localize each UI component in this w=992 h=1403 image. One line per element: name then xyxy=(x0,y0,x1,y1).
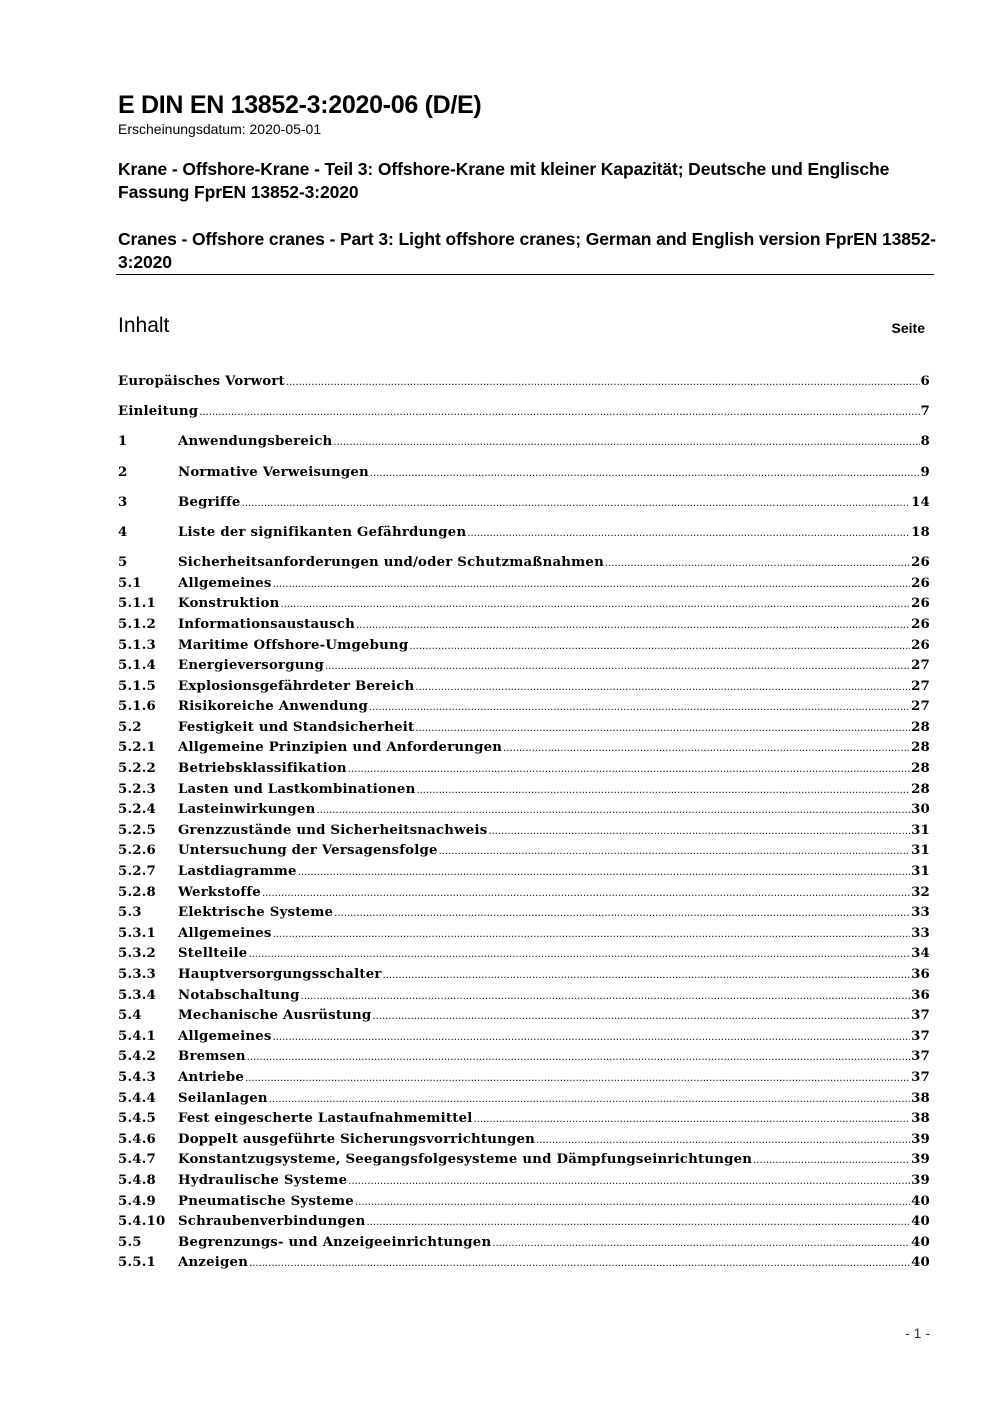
toc-entry-number: 5.3.4 xyxy=(118,987,157,1003)
toc-entry-title: Informationsaustausch xyxy=(178,616,356,632)
toc-dot-leader xyxy=(467,524,910,544)
toc-entry-page: 26 xyxy=(911,575,930,591)
toc-entry-title: Einleitung xyxy=(118,404,199,420)
toc-entry-title: Notabschaltung xyxy=(178,987,300,1003)
toc-dot-leader xyxy=(356,616,910,636)
toc-entry[interactable] xyxy=(118,821,930,842)
toc-entry-title: Stellteile xyxy=(178,946,248,962)
toc-entry-title: Fest eingescherte Lastaufnahmemittel xyxy=(178,1111,473,1127)
toc-page-column-label: Seite xyxy=(891,320,925,336)
toc-entry-number: 5.4 xyxy=(118,1008,142,1024)
toc-entry[interactable] xyxy=(118,636,930,657)
toc-dot-leader xyxy=(269,1090,910,1110)
toc-dot-leader xyxy=(333,433,919,453)
toc-dot-leader xyxy=(416,781,910,801)
toc-entry-page: 9 xyxy=(920,464,930,480)
toc-entry-page: 8 xyxy=(920,434,930,450)
toc-dot-leader xyxy=(245,1069,910,1089)
toc-entry-number: 5.1 xyxy=(118,575,142,591)
toc-entry[interactable] xyxy=(118,402,930,423)
toc-entry-number: 5.1.1 xyxy=(118,596,157,612)
toc-entry[interactable] xyxy=(118,841,930,862)
toc-dot-leader xyxy=(247,1048,910,1068)
toc-entry-page: 28 xyxy=(911,719,930,735)
toc-entry[interactable] xyxy=(118,862,930,883)
toc-entry-page: 31 xyxy=(911,822,930,838)
header-divider xyxy=(116,274,934,275)
toc-entry-title: Liste der signifikanten Gefährdungen xyxy=(178,524,467,540)
toc-dot-leader xyxy=(262,884,910,904)
toc-entry-number: 5.4.1 xyxy=(118,1028,157,1044)
toc-entry-page: 40 xyxy=(911,1193,930,1209)
toc-entry[interactable] xyxy=(118,1150,930,1171)
publication-date: Erscheinungsdatum: 2020-05-01 xyxy=(118,121,322,137)
toc-entry-number: 5.4.8 xyxy=(118,1172,157,1188)
toc-dot-leader xyxy=(492,1234,910,1254)
toc-entry-number: 5.2.1 xyxy=(118,740,157,756)
toc-entry-number: 1 xyxy=(118,434,128,450)
toc-dot-leader xyxy=(286,373,920,393)
toc-entry[interactable] xyxy=(118,738,930,759)
toc-entry-page: 31 xyxy=(911,864,930,880)
toc-entry-number: 5.2.2 xyxy=(118,761,157,777)
toc-entry[interactable] xyxy=(118,1171,930,1192)
toc-dot-leader xyxy=(415,678,910,698)
toc-entry-page: 26 xyxy=(911,616,930,632)
toc-dot-leader xyxy=(273,575,911,595)
toc-dot-leader xyxy=(348,1172,910,1192)
toc-dot-leader xyxy=(605,554,910,574)
toc-dot-leader xyxy=(370,464,920,484)
toc-entry-title: Lasten und Lastkombinationen xyxy=(178,781,416,797)
toc-entry-page: 27 xyxy=(911,699,930,715)
toc-entry-page: 39 xyxy=(911,1131,930,1147)
toc-entry-page: 28 xyxy=(911,740,930,756)
toc-entry[interactable] xyxy=(118,800,930,821)
toc-entry-number: 5.4.6 xyxy=(118,1131,157,1147)
toc-entry-title: Explosionsgefährdeter Bereich xyxy=(178,678,415,694)
toc-entry-page: 40 xyxy=(911,1214,930,1230)
toc-dot-leader xyxy=(355,1193,910,1213)
toc-entry-page: 6 xyxy=(920,374,930,389)
toc-entry[interactable] xyxy=(118,1109,930,1130)
toc-entry-title: Anzeigen xyxy=(178,1255,249,1271)
toc-entry-title: Hydraulische Systeme xyxy=(178,1172,348,1188)
toc-entry-title: Konstruktion xyxy=(178,596,280,612)
page-number: - 1 - xyxy=(905,1325,930,1341)
toc-dot-leader xyxy=(367,1213,911,1233)
toc-dot-leader xyxy=(273,925,911,945)
toc-entry[interactable] xyxy=(118,1027,930,1048)
toc-dot-leader xyxy=(248,945,910,965)
toc-entry[interactable] xyxy=(118,903,930,924)
toc-entry-number: 5.4.7 xyxy=(118,1152,157,1168)
toc-entry-number: 5.1.3 xyxy=(118,637,157,653)
toc-entry-page: 26 xyxy=(911,555,930,571)
toc-entry[interactable] xyxy=(118,1192,930,1213)
toc-entry-number: 5.2.7 xyxy=(118,864,157,880)
toc-entry-title: Seilanlagen xyxy=(178,1090,268,1106)
toc-entry-title: Risikoreiche Anwendung xyxy=(178,699,368,715)
toc-entry-number: 5.2.3 xyxy=(118,781,157,797)
toc-entry-page: 37 xyxy=(911,1028,930,1044)
toc-entry-page: 26 xyxy=(911,596,930,612)
toc-entry-page: 30 xyxy=(911,802,930,818)
toc-entry-title: Hauptversorgungsschalter xyxy=(178,967,382,982)
toc-entry[interactable] xyxy=(118,523,930,544)
toc-entry[interactable] xyxy=(118,1130,930,1151)
toc-entry[interactable] xyxy=(118,986,930,1007)
toc-dot-leader xyxy=(488,822,910,842)
toc-entry-number: 5.1.4 xyxy=(118,658,157,674)
toc-dot-leader xyxy=(536,1131,910,1151)
document-title-english: Cranes - Offshore cranes - Part 3: Light offshore cranes; German and English version FprEN 13852-3:2020 xyxy=(118,229,936,272)
toc-dot-leader xyxy=(249,1254,910,1274)
toc-entry-title: Konstantzugsysteme, Seegangsfolgesysteme und Dämpfungseinrichtungen xyxy=(178,1152,753,1168)
toc-entry-number: 4 xyxy=(118,524,128,540)
toc-entry-title: Lasteinwirkungen xyxy=(178,802,316,818)
toc-entry-title: Elektrische Systeme xyxy=(178,905,334,921)
toc-dot-leader xyxy=(298,863,910,883)
toc-entry[interactable] xyxy=(118,1212,930,1233)
toc-entry-title: Pneumatische Systeme xyxy=(178,1193,354,1209)
toc-entry[interactable] xyxy=(118,965,930,986)
toc-entry-page: 28 xyxy=(911,781,930,797)
toc-entry[interactable] xyxy=(118,372,930,393)
toc-entry[interactable] xyxy=(118,553,930,574)
document-title-german: Krane - Offshore-Krane - Teil 3: Offshore-Krane mit kleiner Kapazität; Deutsche und Englische Fassung FprEN 13852-3:2020 xyxy=(118,159,890,202)
toc-entry-number: 3 xyxy=(118,494,128,510)
toc-entry-page: 37 xyxy=(911,1049,930,1065)
toc-entry-title: Doppelt ausgeführte Sicherungsvorrichtungen xyxy=(178,1131,536,1147)
toc-entry-title: Grenzzustände und Sicherheitsnachweis xyxy=(178,822,488,838)
toc-entry-page: 28 xyxy=(911,761,930,777)
toc-entry-title: Allgemeines xyxy=(178,1028,272,1044)
toc-entry-title: Antriebe xyxy=(178,1069,245,1085)
toc-entry-number: 5.1.5 xyxy=(118,678,157,694)
toc-entry-page: 7 xyxy=(920,404,930,420)
toc-dot-leader xyxy=(316,801,910,821)
toc-entry-number: 5.2.8 xyxy=(118,884,157,900)
toc-entry-page: 40 xyxy=(911,1234,930,1250)
toc-entry-page: 37 xyxy=(911,1008,930,1024)
toc-entry-title: Normative Verweisungen xyxy=(178,464,369,480)
toc-entry[interactable] xyxy=(118,463,930,484)
toc-entry[interactable] xyxy=(118,677,930,698)
toc-entry-number: 5.3 xyxy=(118,905,142,921)
toc-entry-page: 39 xyxy=(911,1152,930,1168)
toc-dot-leader xyxy=(409,637,910,657)
toc-entry-page: 26 xyxy=(911,637,930,653)
toc-dot-leader xyxy=(474,1110,911,1130)
toc-entry[interactable] xyxy=(118,1047,930,1068)
toc-entry-number: 2 xyxy=(118,464,128,480)
toc-entry-number: 5.4.2 xyxy=(118,1049,157,1065)
toc-entry-title: Untersuchung der Versagensfolge xyxy=(178,843,438,859)
toc-entry-number: 5.5.1 xyxy=(118,1255,157,1271)
toc-entry-number: 5.4.3 xyxy=(118,1069,157,1085)
toc-entry[interactable] xyxy=(118,1253,930,1274)
toc-dot-leader xyxy=(301,987,911,1007)
toc-entry-page: 36 xyxy=(911,987,930,1003)
toc-entry[interactable] xyxy=(118,1006,930,1027)
toc-entry[interactable] xyxy=(118,594,930,615)
toc-entry-title: Sicherheitsanforderungen und/oder Schutzmaßnahmen xyxy=(178,555,604,571)
toc-entry-number: 5.2.4 xyxy=(118,802,157,818)
toc-entry[interactable] xyxy=(118,883,930,904)
toc-entry-number: 5.4.4 xyxy=(118,1090,157,1106)
toc-entry-number: 5.1.2 xyxy=(118,616,157,632)
toc-entry[interactable] xyxy=(118,432,930,453)
toc-dot-leader xyxy=(273,1028,911,1048)
document-id: E DIN EN 13852-3:2020-06 (D/E) xyxy=(118,91,482,119)
toc-entry-page: 36 xyxy=(911,967,930,982)
toc-entry-title: Allgemeine Prinzipien und Anforderungen xyxy=(178,740,503,756)
toc-entry-number: 5.4.10 xyxy=(118,1214,166,1230)
toc-entry[interactable] xyxy=(118,697,930,718)
toc-entry-number: 5.1.6 xyxy=(118,699,157,715)
toc-entry-number: 5.2.5 xyxy=(118,822,157,838)
toc-entry-title: Mechanische Ausrüstung xyxy=(178,1008,372,1024)
toc-entry[interactable] xyxy=(118,1233,930,1254)
toc-entry-page: 32 xyxy=(911,884,930,900)
toc-entry-page: 33 xyxy=(911,905,930,921)
toc-entry-number: 5.2 xyxy=(118,719,142,735)
toc-dot-leader xyxy=(415,719,910,739)
toc-entry-number: 5.2.6 xyxy=(118,843,157,859)
toc-heading: Inhalt xyxy=(118,314,170,337)
toc-entry-page: 33 xyxy=(911,925,930,941)
toc-entry[interactable] xyxy=(118,1089,930,1110)
toc-entry[interactable] xyxy=(118,1068,930,1089)
toc-entry[interactable] xyxy=(118,759,930,780)
toc-entry-title: Begriffe xyxy=(178,494,241,510)
toc-dot-leader xyxy=(753,1151,910,1171)
toc-entry[interactable] xyxy=(118,615,930,636)
toc-dot-leader xyxy=(383,966,911,986)
toc-entry-page: 37 xyxy=(911,1069,930,1085)
toc-entry-page: 38 xyxy=(911,1090,930,1106)
toc-entry-page: 38 xyxy=(911,1111,930,1127)
toc-entry-title: Europäisches Vorwort xyxy=(118,374,285,389)
toc-entry-page: 40 xyxy=(911,1255,930,1271)
toc-entry[interactable] xyxy=(118,656,930,677)
toc-dot-leader xyxy=(369,698,910,718)
toc-entry[interactable] xyxy=(118,924,930,945)
toc-entry-title: Werkstoffe xyxy=(178,884,261,900)
toc-entry-title: Lastdiagramme xyxy=(178,864,297,880)
toc-entry-page: 31 xyxy=(911,843,930,859)
toc-entry[interactable] xyxy=(118,493,930,514)
toc-entry-title: Betriebsklassifikation xyxy=(178,761,347,777)
toc-entry-title: Allgemeines xyxy=(178,575,272,591)
toc-dot-leader xyxy=(503,739,910,759)
toc-entry-title: Energieversorgung xyxy=(178,658,324,674)
toc-entry-title: Maritime Offshore-Umgebung xyxy=(178,637,409,653)
toc-entry-title: Allgemeines xyxy=(178,925,272,941)
toc-dot-leader xyxy=(372,1007,910,1027)
toc-entry-page: 39 xyxy=(911,1172,930,1188)
toc-entry[interactable] xyxy=(118,718,930,739)
toc-entry-number: 5.3.1 xyxy=(118,925,157,941)
toc-entry-number: 5 xyxy=(118,555,128,571)
toc-dot-leader xyxy=(348,760,910,780)
toc-entry-title: Festigkeit und Standsicherheit xyxy=(178,719,415,735)
toc-dot-leader xyxy=(439,842,910,862)
toc-entry-page: 27 xyxy=(911,678,930,694)
toc-entry-page: 34 xyxy=(911,946,930,962)
toc-entry-page: 18 xyxy=(911,524,930,540)
toc-entry[interactable] xyxy=(118,944,930,965)
toc-entry-title: Bremsen xyxy=(178,1049,246,1065)
toc-entry-title: Schraubenverbindungen xyxy=(178,1214,366,1230)
toc-entry-title: Anwendungsbereich xyxy=(178,434,333,450)
toc-dot-leader xyxy=(334,904,910,924)
table-of-contents xyxy=(118,372,930,1274)
toc-entry-title: Begrenzungs- und Anzeigeeinrichtungen xyxy=(178,1234,492,1250)
toc-entry-page: 27 xyxy=(911,658,930,674)
toc-dot-leader xyxy=(325,657,910,677)
toc-entry-number: 5.4.9 xyxy=(118,1193,157,1209)
toc-entry-number: 5.3.3 xyxy=(118,967,157,982)
toc-entry[interactable] xyxy=(118,780,930,801)
toc-entry-page: 14 xyxy=(911,494,930,510)
toc-entry-number: 5.5 xyxy=(118,1234,142,1250)
toc-dot-leader xyxy=(242,494,911,514)
toc-entry[interactable] xyxy=(118,574,930,595)
toc-dot-leader xyxy=(280,595,910,615)
toc-entry-number: 5.4.5 xyxy=(118,1111,157,1127)
toc-entry-number: 5.3.2 xyxy=(118,946,157,962)
toc-dot-leader xyxy=(199,403,919,423)
